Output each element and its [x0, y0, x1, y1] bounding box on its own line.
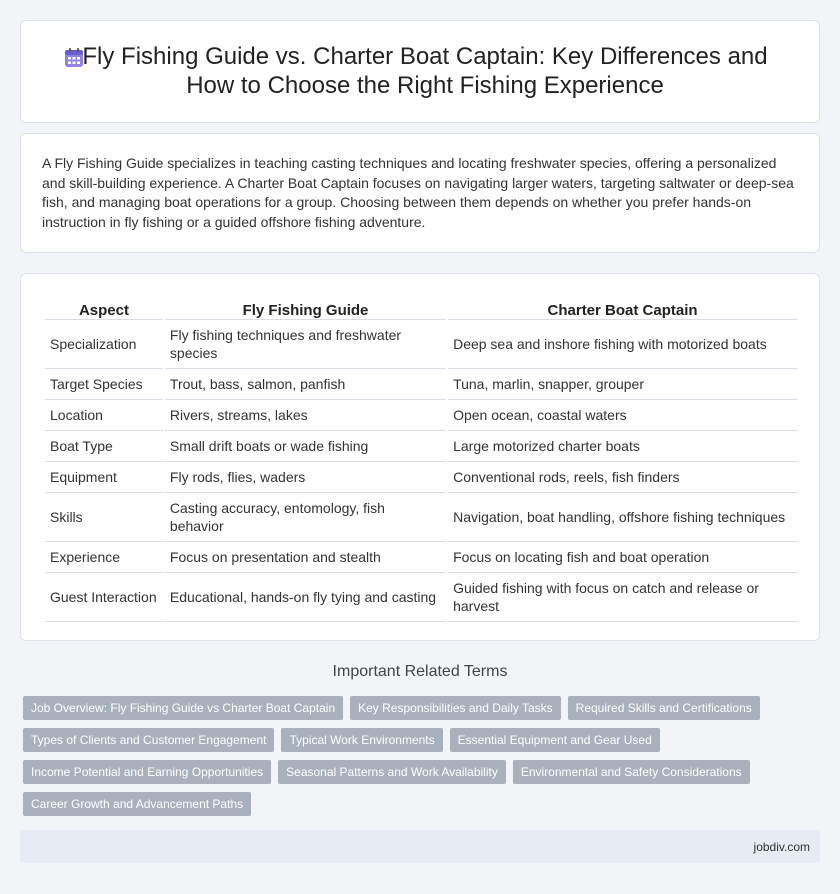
header-card	[20, 20, 820, 123]
table-row	[45, 369, 797, 400]
footer-site-link[interactable]: jobdiv.com	[753, 840, 810, 854]
table-cell-captain: Conventional rods, reels, fish finders	[448, 462, 797, 493]
related-term-tag[interactable]: Typical Work Environments	[281, 728, 442, 752]
table-row	[45, 320, 797, 369]
related-term-tag[interactable]: Essential Equipment and Gear Used	[450, 728, 660, 752]
table-cell-captain: Tuna, marlin, snapper, grouper	[448, 369, 797, 400]
table-cell-aspect: Location	[45, 400, 163, 431]
table-cell-aspect: Specialization	[45, 320, 163, 369]
related-term-tag[interactable]: Income Potential and Earning Opportunities	[23, 760, 271, 784]
table-row	[45, 493, 797, 542]
page-title: Fly Fishing Guide vs. Charter Boat Captain: Key Differences and How to Choose the Right Fishing Experience	[82, 43, 768, 99]
intro-paragraph: A Fly Fishing Guide specializes in teaching casting techniques and locating freshwater species, offering a personalized and skill-building experience. A Charter Boat Captain focuses on navigating larger waters, targeting saltwater or deep-sea fish, and managing boat operations for a group. Choosing between them depends on whether you prefer hands-on instruction in fly fishing or a guided offshore fishing adventure.	[42, 155, 794, 230]
related-term-tag[interactable]: Job Overview: Fly Fishing Guide vs Charter Boat Captain	[23, 696, 343, 720]
table-cell-guide: Rivers, streams, lakes	[165, 400, 446, 431]
footer	[20, 830, 820, 863]
related-term-tag[interactable]: Required Skills and Certifications	[568, 696, 760, 720]
table-cell-guide: Fly fishing techniques and freshwater species	[165, 320, 446, 369]
related-terms-heading: Important Related Terms	[332, 663, 508, 680]
table-cell-guide: Trout, bass, salmon, panfish	[165, 369, 446, 400]
table-cell-guide: Focus on presentation and stealth	[165, 542, 446, 573]
table-row	[45, 400, 797, 431]
related-term-tag[interactable]: Key Responsibilities and Daily Tasks	[350, 696, 561, 720]
table-cell-aspect: Target Species	[45, 369, 163, 400]
related-term-tag[interactable]: Career Growth and Advancement Paths	[23, 792, 251, 816]
table-cell-aspect: Experience	[45, 542, 163, 573]
table-cell-captain: Large motorized charter boats	[448, 431, 797, 462]
table-cell-captain: Open ocean, coastal waters	[448, 400, 797, 431]
comparison-card	[20, 273, 820, 641]
table-cell-captain: Deep sea and inshore fishing with motorized boats	[448, 320, 797, 369]
table-cell-guide: Casting accuracy, entomology, fish behavior	[165, 493, 446, 542]
related-term-tag[interactable]: Types of Clients and Customer Engagement	[23, 728, 274, 752]
column-header-aspect: Aspect	[45, 296, 163, 320]
table-row	[45, 542, 797, 573]
related-term-tag[interactable]: Seasonal Patterns and Work Availability	[278, 760, 506, 784]
column-header-fly-fishing-guide: Fly Fishing Guide	[165, 296, 446, 320]
table-cell-guide: Fly rods, flies, waders	[165, 462, 446, 493]
table-row	[45, 573, 797, 622]
table-row	[45, 431, 797, 462]
table-cell-guide: Educational, hands-on fly tying and casting	[165, 573, 446, 622]
table-cell-captain: Guided fishing with focus on catch and release or harvest	[448, 573, 797, 622]
table-cell-aspect: Boat Type	[45, 431, 163, 462]
column-header-charter-boat-captain: Charter Boat Captain	[448, 296, 797, 320]
table-cell-aspect: Guest Interaction	[45, 573, 163, 622]
related-terms-list	[23, 696, 783, 824]
table-header-row	[45, 296, 797, 320]
table-cell-captain: Focus on locating fish and boat operation	[448, 542, 797, 573]
table-cell-aspect: Skills	[45, 493, 163, 542]
table-cell-aspect: Equipment	[45, 462, 163, 493]
related-term-tag[interactable]: Environmental and Safety Considerations	[513, 760, 750, 784]
table-cell-captain: Navigation, boat handling, offshore fishing techniques	[448, 493, 797, 542]
table-cell-guide: Small drift boats or wade fishing	[165, 431, 446, 462]
table-row	[45, 462, 797, 493]
intro-card	[20, 133, 820, 253]
comparison-table	[43, 296, 799, 622]
